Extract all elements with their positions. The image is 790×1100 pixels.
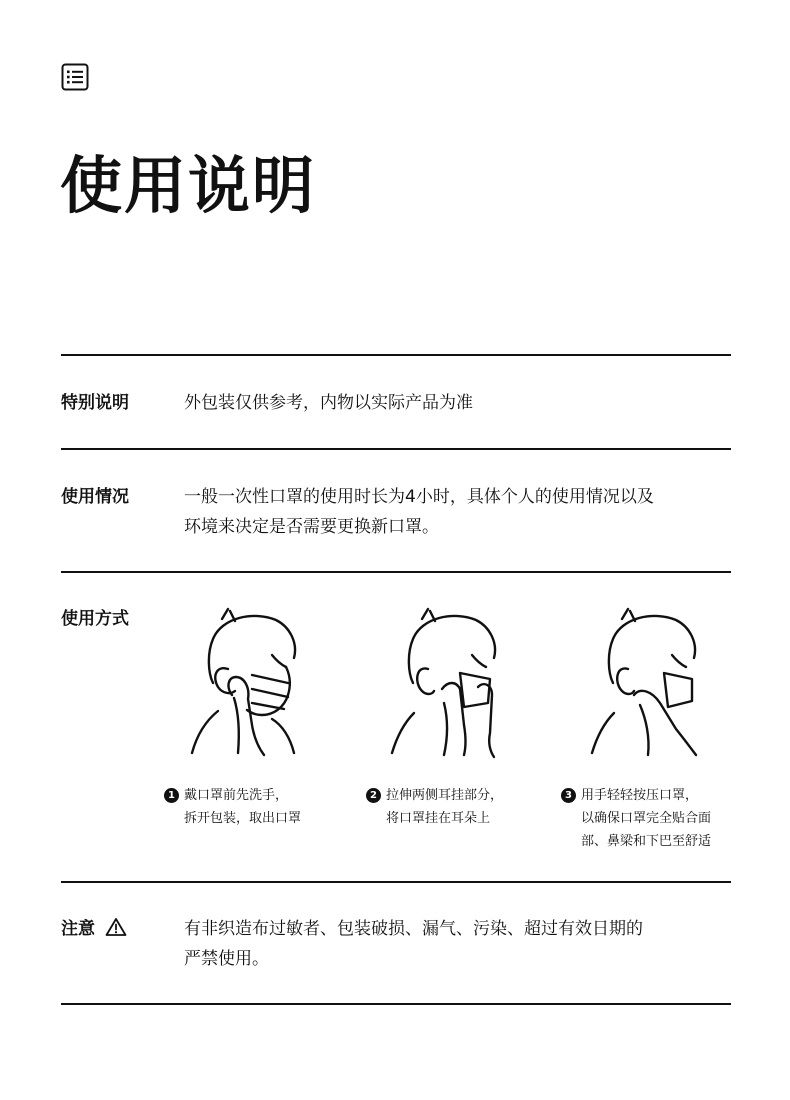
step-2-caption — [366, 784, 503, 830]
special-note-text: 外包装仅供参考，内物以实际产品为准 — [184, 393, 473, 413]
step-text-line: 将口罩挂在耳朵上 — [386, 811, 491, 826]
usage-text — [184, 482, 732, 542]
divider — [61, 571, 731, 573]
step-text-line: 戴口罩前先洗手， — [184, 788, 289, 803]
step-text-line: 部、鼻梁和下巴至舒适 — [581, 834, 712, 849]
step-1-illustration — [180, 603, 310, 763]
step-number-badge: 1 — [164, 788, 179, 803]
step-text-line: 拆开包装，取出口罩 — [184, 811, 302, 826]
page-title: 使用说明 — [60, 149, 317, 222]
divider — [61, 354, 731, 356]
usage-text-line: 环境来决定是否需要更换新口罩。 — [184, 517, 439, 537]
step-number-badge: 3 — [561, 788, 576, 803]
method-label: 使用方式 — [61, 609, 129, 629]
step-number-badge: 2 — [366, 788, 381, 803]
usage-text-line: 一般一次性口罩的使用时长为4小时，具体个人的使用情况以及 — [184, 487, 654, 507]
warning-label — [61, 914, 127, 944]
divider — [61, 881, 731, 883]
warning-text-line: 严禁使用。 — [184, 949, 269, 969]
warning-icon — [105, 917, 127, 937]
step-text-line: 拉伸两侧耳挂部分， — [386, 788, 504, 803]
warning-text — [184, 914, 732, 974]
warning-text-line: 有非织造布过敏者、包装破损、漏气、污染、超过有效日期的 — [184, 919, 643, 939]
step-3-caption — [561, 784, 711, 853]
divider — [61, 448, 731, 450]
step-1-caption — [164, 784, 301, 830]
divider — [61, 1003, 731, 1005]
step-text-line: 用手轻轻按压口罩， — [581, 788, 699, 803]
special-note-label: 特别说明 — [61, 393, 129, 413]
step-3-illustration — [580, 603, 710, 763]
usage-label: 使用情况 — [61, 487, 129, 507]
step-2-illustration — [380, 603, 510, 763]
warning-label-text: 注意 — [61, 919, 95, 939]
step-text-line: 以确保口罩完全贴合面 — [581, 811, 712, 826]
list-icon — [61, 63, 89, 91]
